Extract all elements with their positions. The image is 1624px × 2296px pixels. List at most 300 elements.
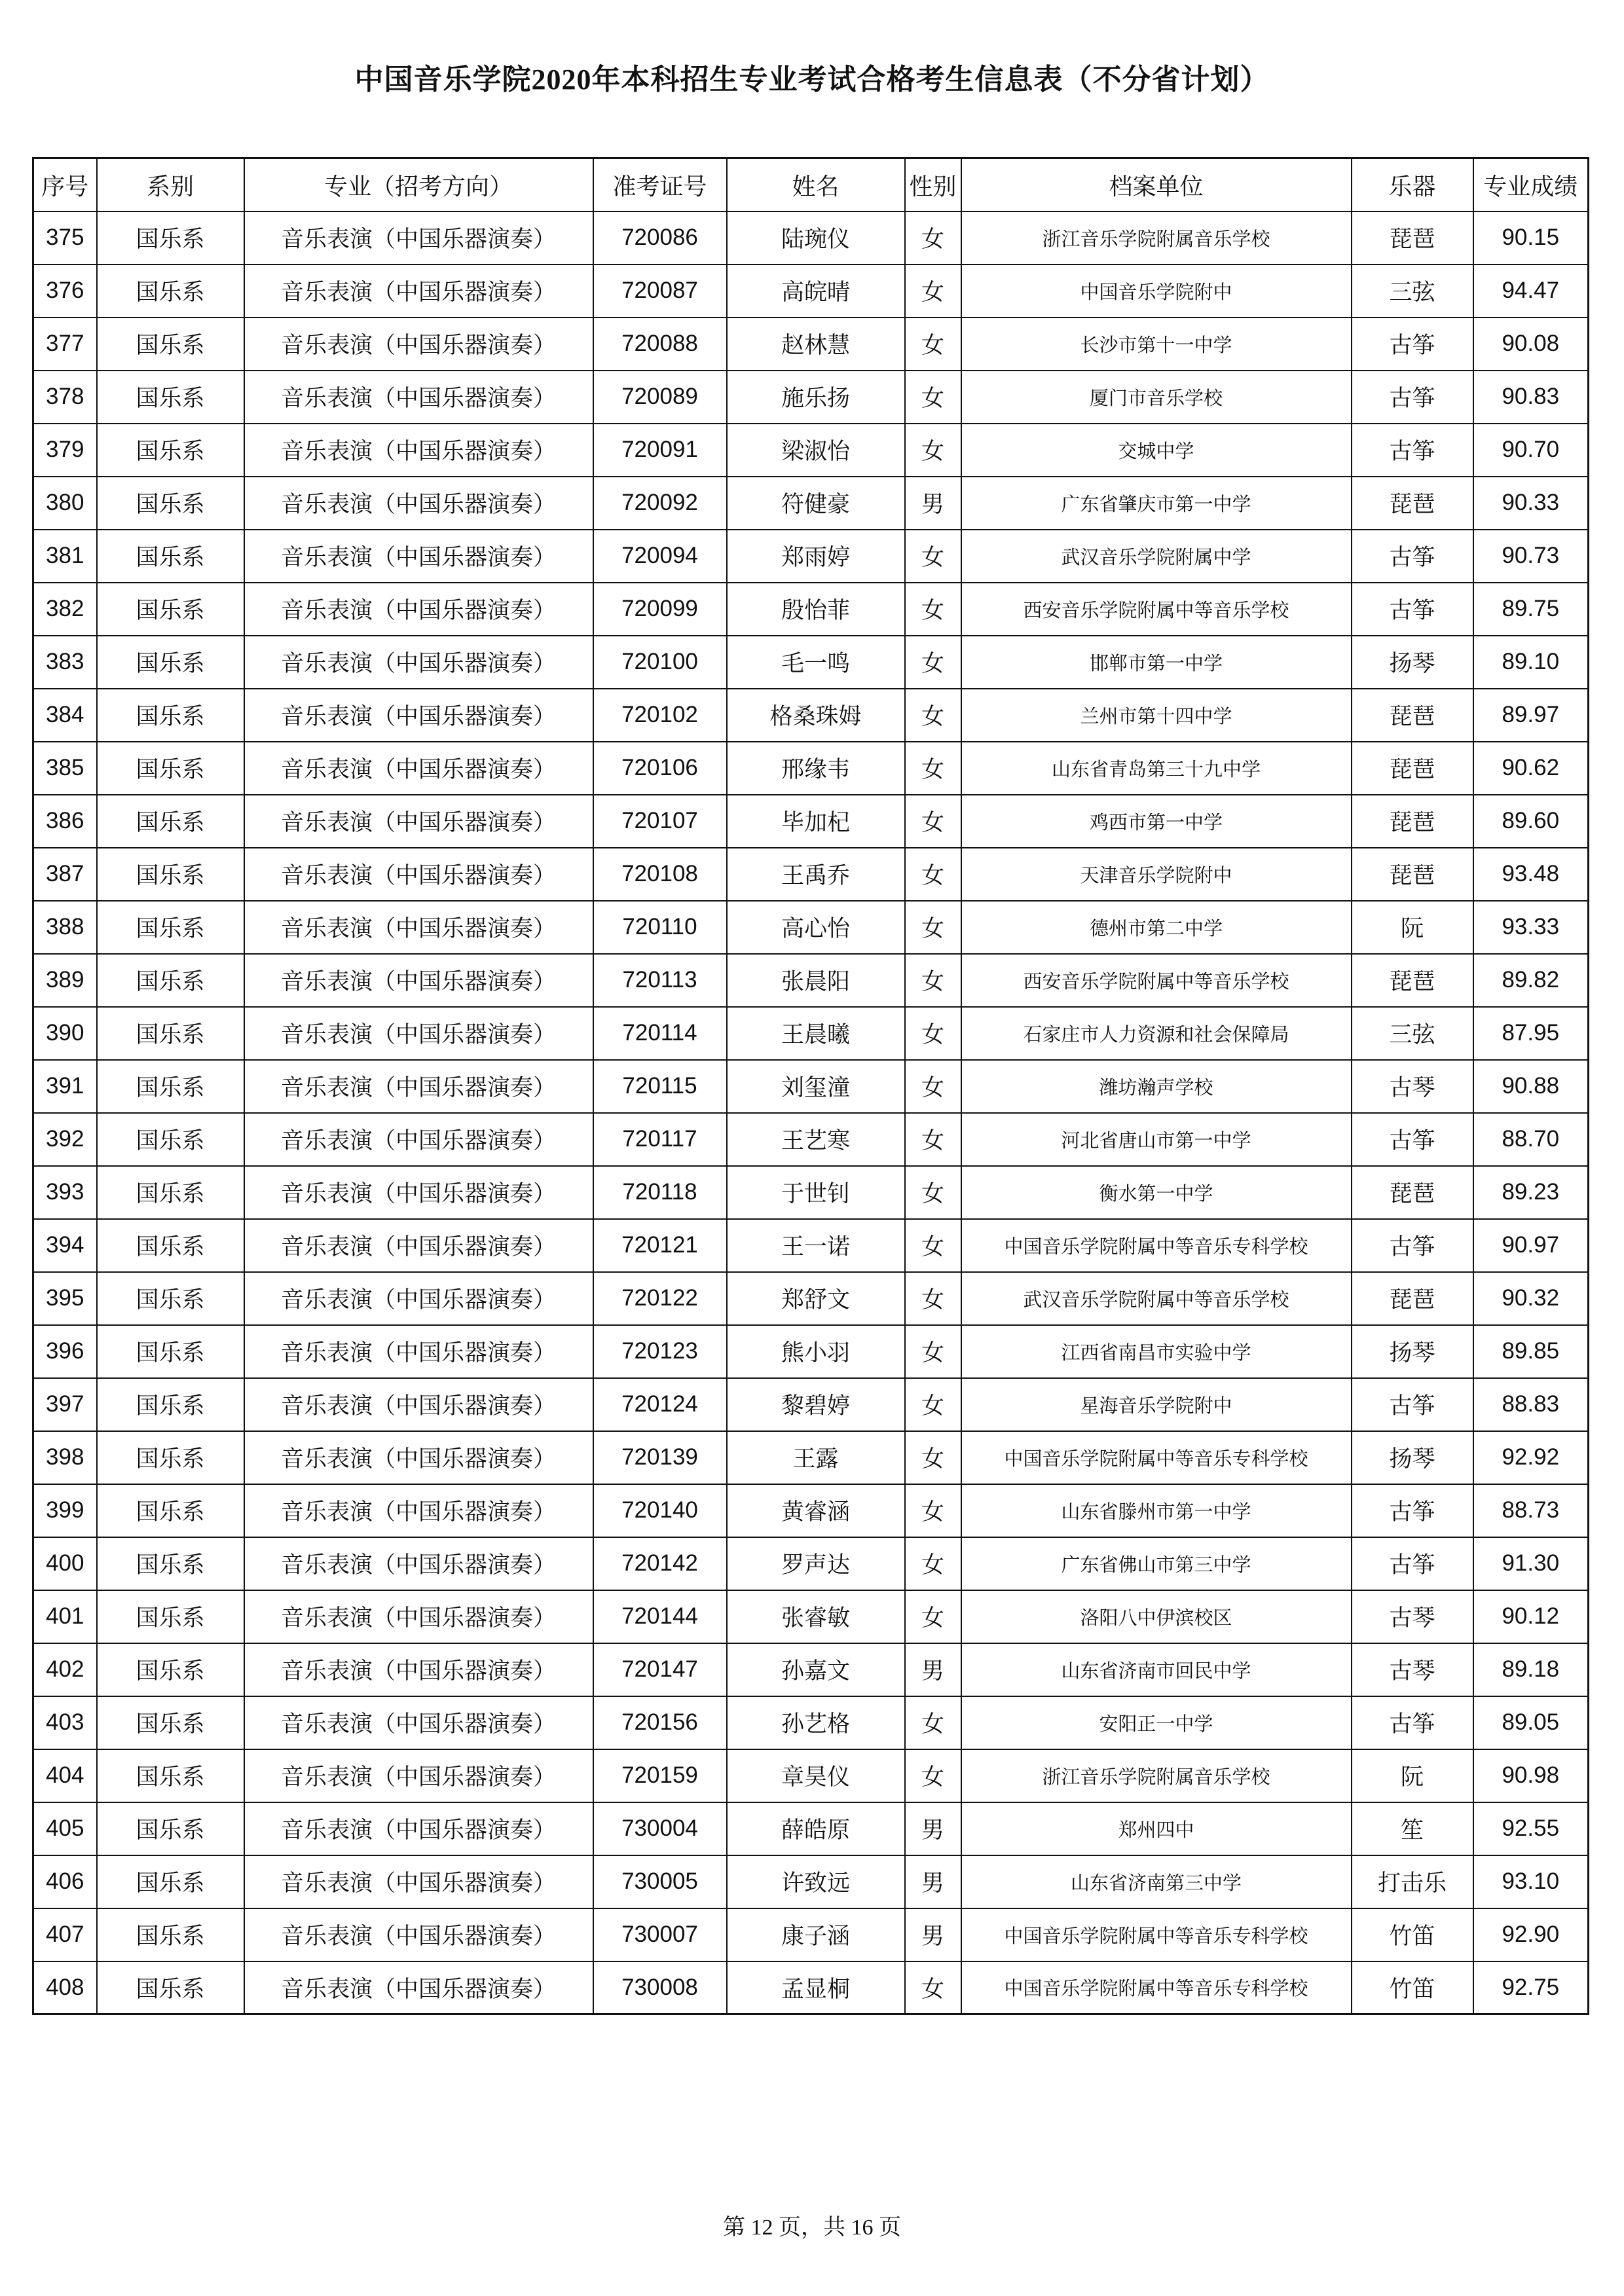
cell-exam-number: 720087 [593,264,727,318]
cell-score: 89.10 [1473,636,1589,689]
cell-major: 音乐表演（中国乐器演奏） [244,795,593,848]
table-row [33,795,1589,848]
cell-score: 92.90 [1473,1908,1589,1961]
cell-score: 90.98 [1473,1749,1589,1802]
cell-gender: 女 [905,1696,961,1749]
cell-major: 音乐表演（中国乐器演奏） [244,371,593,424]
cell-name: 王禹乔 [727,848,905,901]
cell-archive-unit: 潍坊瀚声学校 [961,1060,1352,1113]
cell-gender: 女 [905,1961,961,2014]
cell-score: 89.23 [1473,1166,1589,1219]
cell-instrument: 古筝 [1352,1484,1473,1537]
cell-archive-unit: 洛阳八中伊滨校区 [961,1590,1352,1643]
cell-score: 90.15 [1473,211,1589,264]
cell-instrument: 竹笛 [1352,1908,1473,1961]
cell-department: 国乐系 [97,1696,244,1749]
cell-score: 92.75 [1473,1961,1589,2014]
cell-exam-number: 720124 [593,1378,727,1431]
cell-exam-number: 720122 [593,1272,727,1325]
cell-archive-unit: 山东省济南市回民中学 [961,1643,1352,1696]
cell-archive-unit: 天津音乐学院附中 [961,848,1352,901]
cell-major: 音乐表演（中国乐器演奏） [244,1484,593,1537]
cell-department: 国乐系 [97,689,244,742]
cell-instrument: 笙 [1352,1802,1473,1855]
table-row [33,1643,1589,1696]
cell-serial: 408 [33,1961,97,2014]
cell-major: 音乐表演（中国乐器演奏） [244,477,593,530]
cell-major: 音乐表演（中国乐器演奏） [244,901,593,954]
cell-exam-number: 720159 [593,1749,727,1802]
cell-name: 许致远 [727,1855,905,1908]
cell-score: 88.70 [1473,1113,1589,1166]
cell-archive-unit: 浙江音乐学院附属音乐学校 [961,211,1352,264]
table-row [33,1113,1589,1166]
cell-name: 格桑珠姆 [727,689,905,742]
cell-score: 90.88 [1473,1060,1589,1113]
cell-instrument: 琵琶 [1352,795,1473,848]
cell-major: 音乐表演（中国乐器演奏） [244,954,593,1007]
cell-score: 89.85 [1473,1325,1589,1378]
cell-serial: 398 [33,1431,97,1484]
cell-instrument: 扬琴 [1352,1325,1473,1378]
table-row [33,1060,1589,1113]
cell-name: 毛一鸣 [727,636,905,689]
cell-score: 89.18 [1473,1643,1589,1696]
header-serial: 序号 [33,158,97,211]
cell-instrument: 古筝 [1352,1696,1473,1749]
cell-exam-number: 720123 [593,1325,727,1378]
cell-name: 郑舒文 [727,1272,905,1325]
cell-name: 孙嘉文 [727,1643,905,1696]
cell-gender: 女 [905,211,961,264]
table-row [33,954,1589,1007]
cell-serial: 386 [33,795,97,848]
cell-score: 89.60 [1473,795,1589,848]
cell-gender: 女 [905,1484,961,1537]
cell-serial: 391 [33,1060,97,1113]
cell-name: 薛皓原 [727,1802,905,1855]
cell-department: 国乐系 [97,742,244,795]
cell-serial: 392 [33,1113,97,1166]
cell-gender: 女 [905,1060,961,1113]
cell-department: 国乐系 [97,1325,244,1378]
cell-gender: 女 [905,848,961,901]
cell-score: 94.47 [1473,264,1589,318]
cell-major: 音乐表演（中国乐器演奏） [244,1219,593,1272]
cell-department: 国乐系 [97,264,244,318]
table-row [33,848,1589,901]
cell-exam-number: 720147 [593,1643,727,1696]
table-row [33,1431,1589,1484]
cell-major: 音乐表演（中国乐器演奏） [244,1431,593,1484]
cell-gender: 女 [905,1113,961,1166]
cell-gender: 女 [905,1749,961,1802]
cell-serial: 389 [33,954,97,1007]
cell-archive-unit: 中国音乐学院附属中等音乐专科学校 [961,1908,1352,1961]
cell-archive-unit: 安阳正一中学 [961,1696,1352,1749]
cell-gender: 女 [905,795,961,848]
cell-name: 刘玺潼 [727,1060,905,1113]
cell-archive-unit: 长沙市第十一中学 [961,318,1352,371]
cell-gender: 女 [905,371,961,424]
cell-major: 音乐表演（中国乐器演奏） [244,1537,593,1590]
cell-instrument: 竹笛 [1352,1961,1473,2014]
cell-archive-unit: 中国音乐学院附属中等音乐专科学校 [961,1431,1352,1484]
page-title: 中国音乐学院2020年本科招生专业考试合格考生信息表（不分省计划） [354,64,1270,96]
cell-department: 国乐系 [97,1855,244,1908]
cell-instrument: 古筝 [1352,318,1473,371]
cell-archive-unit: 德州市第二中学 [961,901,1352,954]
cell-exam-number: 720140 [593,1484,727,1537]
cell-serial: 394 [33,1219,97,1272]
cell-archive-unit: 厦门市音乐学校 [961,371,1352,424]
cell-name: 王晨曦 [727,1007,905,1060]
header-department: 系别 [97,158,244,211]
cell-score: 88.83 [1473,1378,1589,1431]
cell-exam-number: 720156 [593,1696,727,1749]
cell-instrument: 打击乐 [1352,1855,1473,1908]
cell-serial: 396 [33,1325,97,1378]
cell-exam-number: 730005 [593,1855,727,1908]
cell-serial: 406 [33,1855,97,1908]
cell-instrument: 琵琶 [1352,689,1473,742]
cell-serial: 407 [33,1908,97,1961]
cell-serial: 378 [33,371,97,424]
table-row [33,1166,1589,1219]
cell-instrument: 古筝 [1352,1378,1473,1431]
cell-name: 张晨阳 [727,954,905,1007]
cell-exam-number: 720099 [593,583,727,636]
cell-department: 国乐系 [97,1007,244,1060]
cell-major: 音乐表演（中国乐器演奏） [244,1007,593,1060]
cell-archive-unit: 鸡西市第一中学 [961,795,1352,848]
cell-archive-unit: 河北省唐山市第一中学 [961,1113,1352,1166]
table-row [33,424,1589,477]
cell-serial: 382 [33,583,97,636]
cell-gender: 女 [905,901,961,954]
header-gender: 性别 [905,158,961,211]
cell-serial: 377 [33,318,97,371]
header-major: 专业（招考方向） [244,158,593,211]
cell-instrument: 扬琴 [1352,1431,1473,1484]
cell-archive-unit: 中国音乐学院附属中等音乐专科学校 [961,1961,1352,2014]
cell-department: 国乐系 [97,1431,244,1484]
cell-exam-number: 720144 [593,1590,727,1643]
cell-exam-number: 730007 [593,1908,727,1961]
cell-serial: 384 [33,689,97,742]
cell-name: 毕加杞 [727,795,905,848]
cell-name: 张睿敏 [727,1590,905,1643]
cell-score: 90.73 [1473,530,1589,583]
table-row [33,1908,1589,1961]
cell-archive-unit: 交城中学 [961,424,1352,477]
cell-department: 国乐系 [97,954,244,1007]
cell-exam-number: 720100 [593,636,727,689]
header-score: 专业成绩 [1473,158,1589,211]
cell-major: 音乐表演（中国乐器演奏） [244,1749,593,1802]
cell-gender: 女 [905,318,961,371]
cell-gender: 女 [905,1378,961,1431]
cell-major: 音乐表演（中国乐器演奏） [244,1590,593,1643]
cell-gender: 女 [905,1431,961,1484]
cell-score: 90.08 [1473,318,1589,371]
cell-department: 国乐系 [97,1908,244,1961]
cell-department: 国乐系 [97,1166,244,1219]
cell-gender: 女 [905,689,961,742]
cell-archive-unit: 中国音乐学院附属中等音乐专科学校 [961,1219,1352,1272]
cell-gender: 女 [905,636,961,689]
cell-serial: 381 [33,530,97,583]
cell-name: 章昊仪 [727,1749,905,1802]
cell-exam-number: 720089 [593,371,727,424]
cell-gender: 男 [905,1643,961,1696]
cell-instrument: 古筝 [1352,530,1473,583]
cell-archive-unit: 衡水第一中学 [961,1166,1352,1219]
cell-major: 音乐表演（中国乐器演奏） [244,1643,593,1696]
cell-score: 90.32 [1473,1272,1589,1325]
cell-name: 王一诺 [727,1219,905,1272]
cell-gender: 女 [905,1219,961,1272]
cell-score: 93.10 [1473,1855,1589,1908]
cell-department: 国乐系 [97,424,244,477]
table-row [33,689,1589,742]
cell-exam-number: 720102 [593,689,727,742]
cell-serial: 393 [33,1166,97,1219]
cell-exam-number: 720094 [593,530,727,583]
table-row [33,1484,1589,1537]
cell-instrument: 古琴 [1352,1590,1473,1643]
cell-serial: 387 [33,848,97,901]
cell-department: 国乐系 [97,1272,244,1325]
table-body [33,211,1589,2014]
cell-department: 国乐系 [97,1219,244,1272]
table-row [33,1537,1589,1590]
cell-major: 音乐表演（中国乐器演奏） [244,1696,593,1749]
cell-gender: 男 [905,477,961,530]
cell-gender: 女 [905,1325,961,1378]
cell-archive-unit: 石家庄市人力资源和社会保障局 [961,1007,1352,1060]
cell-score: 93.33 [1473,901,1589,954]
cell-instrument: 琵琶 [1352,954,1473,1007]
cell-gender: 女 [905,583,961,636]
cell-archive-unit: 武汉音乐学院附属中等音乐学校 [961,1272,1352,1325]
cell-exam-number: 720088 [593,318,727,371]
cell-serial: 390 [33,1007,97,1060]
cell-instrument: 三弦 [1352,264,1473,318]
page-footer: 第 12 页，共 16 页 [723,2215,901,2240]
table-row [33,1325,1589,1378]
cell-name: 罗声达 [727,1537,905,1590]
cell-score: 90.70 [1473,424,1589,477]
table-row [33,530,1589,583]
cell-instrument: 古琴 [1352,1643,1473,1696]
cell-gender: 女 [905,424,961,477]
table-row [33,1007,1589,1060]
cell-instrument: 琵琶 [1352,1166,1473,1219]
cell-major: 音乐表演（中国乐器演奏） [244,424,593,477]
cell-serial: 404 [33,1749,97,1802]
cell-major: 音乐表演（中国乐器演奏） [244,1855,593,1908]
cell-score: 90.33 [1473,477,1589,530]
cell-instrument: 琵琶 [1352,211,1473,264]
cell-serial: 405 [33,1802,97,1855]
cell-exam-number: 720107 [593,795,727,848]
cell-gender: 女 [905,530,961,583]
cell-name: 于世钊 [727,1166,905,1219]
cell-exam-number: 720086 [593,211,727,264]
cell-department: 国乐系 [97,1060,244,1113]
cell-archive-unit: 武汉音乐学院附属中学 [961,530,1352,583]
table-row [33,1961,1589,2014]
cell-major: 音乐表演（中国乐器演奏） [244,1060,593,1113]
cell-archive-unit: 西安音乐学院附属中等音乐学校 [961,583,1352,636]
table-row [33,583,1589,636]
cell-major: 音乐表演（中国乐器演奏） [244,318,593,371]
cell-archive-unit: 广东省肇庆市第一中学 [961,477,1352,530]
cell-department: 国乐系 [97,1961,244,2014]
cell-instrument: 古筝 [1352,1113,1473,1166]
table-row [33,1378,1589,1431]
table-row [33,636,1589,689]
cell-instrument: 古筝 [1352,424,1473,477]
cell-serial: 403 [33,1696,97,1749]
cell-instrument: 阮 [1352,901,1473,954]
table-row [33,742,1589,795]
cell-name: 郑雨婷 [727,530,905,583]
cell-gender: 女 [905,1166,961,1219]
cell-exam-number: 720142 [593,1537,727,1590]
cell-gender: 男 [905,1855,961,1908]
cell-name: 王露 [727,1431,905,1484]
cell-instrument: 古琴 [1352,1060,1473,1113]
cell-instrument: 琵琶 [1352,848,1473,901]
cell-gender: 女 [905,742,961,795]
header-exam-number: 准考证号 [593,158,727,211]
table-row [33,211,1589,264]
cell-major: 音乐表演（中国乐器演奏） [244,742,593,795]
cell-name: 康子涵 [727,1908,905,1961]
cell-exam-number: 720114 [593,1007,727,1060]
cell-department: 国乐系 [97,901,244,954]
table-row [33,1802,1589,1855]
cell-serial: 399 [33,1484,97,1537]
cell-name: 孙艺格 [727,1696,905,1749]
cell-serial: 395 [33,1272,97,1325]
cell-score: 87.95 [1473,1007,1589,1060]
cell-gender: 女 [905,1537,961,1590]
cell-instrument: 古筝 [1352,583,1473,636]
cell-exam-number: 720139 [593,1431,727,1484]
cell-score: 90.97 [1473,1219,1589,1272]
cell-score: 89.05 [1473,1696,1589,1749]
cell-archive-unit: 广东省佛山市第三中学 [961,1537,1352,1590]
cell-department: 国乐系 [97,1484,244,1537]
cell-gender: 女 [905,1007,961,1060]
table-row [33,477,1589,530]
cell-serial: 401 [33,1590,97,1643]
cell-major: 音乐表演（中国乐器演奏） [244,1961,593,2014]
cell-gender: 女 [905,1590,961,1643]
cell-exam-number: 730004 [593,1802,727,1855]
cell-instrument: 古筝 [1352,371,1473,424]
cell-instrument: 古筝 [1352,1537,1473,1590]
cell-archive-unit: 西安音乐学院附属中等音乐学校 [961,954,1352,1007]
cell-score: 88.73 [1473,1484,1589,1537]
cell-major: 音乐表演（中国乐器演奏） [244,264,593,318]
cell-exam-number: 720092 [593,477,727,530]
cell-serial: 379 [33,424,97,477]
cell-department: 国乐系 [97,1749,244,1802]
table-row [33,371,1589,424]
cell-department: 国乐系 [97,318,244,371]
table-row [33,1855,1589,1908]
cell-score: 90.62 [1473,742,1589,795]
cell-serial: 383 [33,636,97,689]
cell-department: 国乐系 [97,636,244,689]
cell-score: 91.30 [1473,1537,1589,1590]
cell-score: 90.83 [1473,371,1589,424]
cell-department: 国乐系 [97,1590,244,1643]
cell-department: 国乐系 [97,795,244,848]
cell-serial: 376 [33,264,97,318]
cell-archive-unit: 兰州市第十四中学 [961,689,1352,742]
cell-department: 国乐系 [97,211,244,264]
header-instrument: 乐器 [1352,158,1473,211]
cell-department: 国乐系 [97,1537,244,1590]
table-row [33,1590,1589,1643]
cell-name: 黄睿涵 [727,1484,905,1537]
cell-archive-unit: 山东省济南第三中学 [961,1855,1352,1908]
cell-gender: 男 [905,1908,961,1961]
cell-serial: 385 [33,742,97,795]
cell-instrument: 三弦 [1352,1007,1473,1060]
cell-serial: 388 [33,901,97,954]
cell-score: 93.48 [1473,848,1589,901]
cell-major: 音乐表演（中国乐器演奏） [244,1166,593,1219]
cell-exam-number: 720110 [593,901,727,954]
cell-archive-unit: 星海音乐学院附中 [961,1378,1352,1431]
header-archive-unit: 档案单位 [961,158,1352,211]
cell-exam-number: 730008 [593,1961,727,2014]
cell-instrument: 阮 [1352,1749,1473,1802]
cell-exam-number: 720121 [593,1219,727,1272]
cell-exam-number: 720113 [593,954,727,1007]
cell-department: 国乐系 [97,530,244,583]
cell-serial: 400 [33,1537,97,1590]
cell-name: 邢缘韦 [727,742,905,795]
cell-major: 音乐表演（中国乐器演奏） [244,689,593,742]
cell-archive-unit: 浙江音乐学院附属音乐学校 [961,1749,1352,1802]
header-name: 姓名 [727,158,905,211]
cell-major: 音乐表演（中国乐器演奏） [244,211,593,264]
cell-archive-unit: 山东省青岛第三十九中学 [961,742,1352,795]
cell-instrument: 琵琶 [1352,477,1473,530]
cell-instrument: 琵琶 [1352,1272,1473,1325]
header-row [33,158,1589,211]
cell-score: 92.92 [1473,1431,1589,1484]
table-row [33,264,1589,318]
cell-major: 音乐表演（中国乐器演奏） [244,848,593,901]
cell-major: 音乐表演（中国乐器演奏） [244,1325,593,1378]
cell-name: 王艺寒 [727,1113,905,1166]
cell-serial: 397 [33,1378,97,1431]
cell-department: 国乐系 [97,583,244,636]
cell-major: 音乐表演（中国乐器演奏） [244,1272,593,1325]
cell-department: 国乐系 [97,1113,244,1166]
cell-department: 国乐系 [97,1643,244,1696]
cell-exam-number: 720115 [593,1060,727,1113]
table-header [33,158,1589,211]
